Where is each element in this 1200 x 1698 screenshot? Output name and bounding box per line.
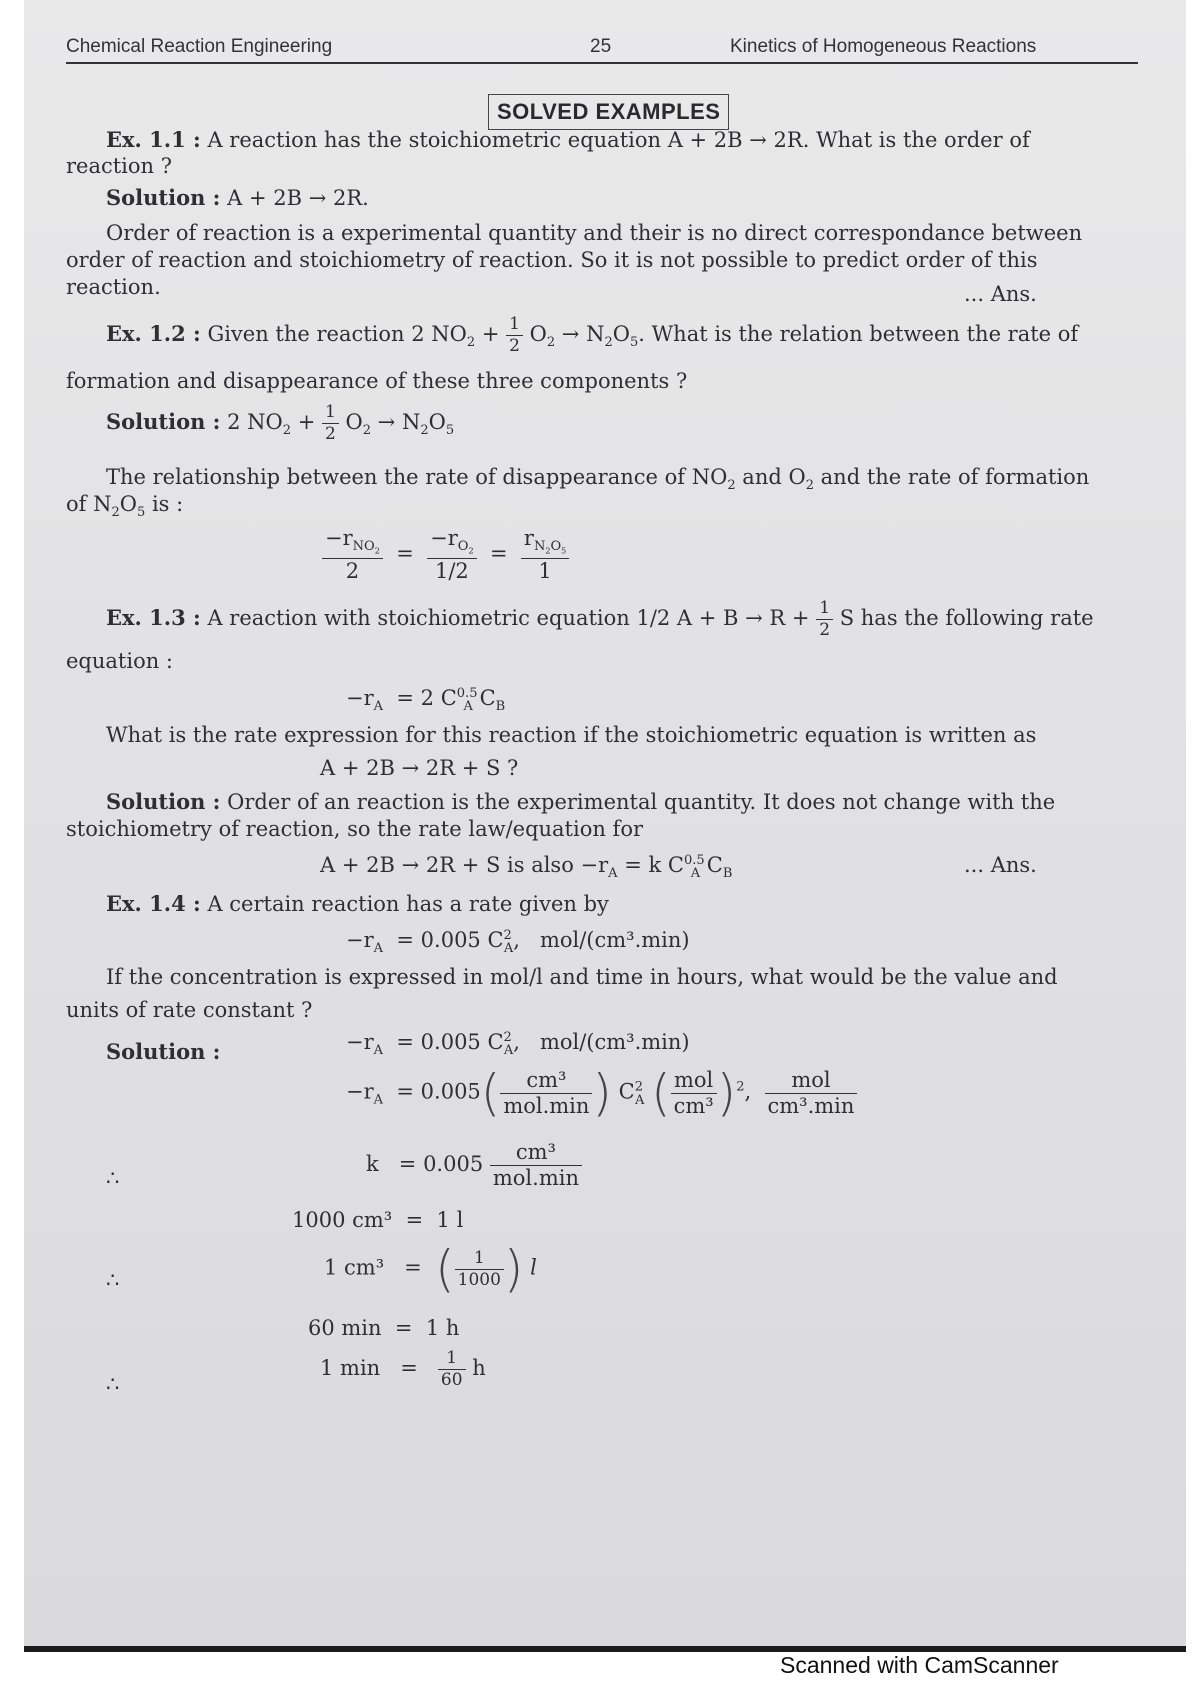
ex11-question-line2: reaction ? (66, 154, 173, 178)
ex14-conv-3: 60 min = 1 h (308, 1316, 460, 1340)
section-title: SOLVED EXAMPLES (488, 94, 729, 130)
therefore-3: ∴ (106, 1372, 120, 1396)
therefore-2: ∴ (106, 1268, 120, 1292)
ex13-final-eq: A + 2B → 2R + S is also $-r_A = k$ $C^{0.5}_A$ $C_B$ (320, 853, 733, 882)
header-rule (66, 62, 1138, 64)
ex12-frac-n2o5: $\frac{r_{N_2O_5}}{1}$ (521, 528, 569, 582)
ex12-question-line1: Ex. 1.2 : Given the reaction 2 $NO_2$ + $\frac{1}{2}$ $O_2 \to N_2O_5$. What is the relation between the rate of (106, 314, 1079, 356)
therefore-1: ∴ (106, 1166, 120, 1190)
ex11-question: A reaction has the stoichiometric equation A + 2B → 2R. What is the order of (207, 128, 1030, 152)
ex13-solution-line: Solution : Order of an reaction is the experimental quantity. It does not change with the (106, 789, 1056, 814)
ex14-sol-rate: $-r_A = 0.005$ $C^2_A$, mol/(cm³.min) (346, 1030, 690, 1059)
ex12-frac-no2: $\frac{-r_{NO_2}}{2}$ (322, 528, 383, 582)
ex11-body-line1: Order of reaction is a experimental quantity and their is no direct correspondance between (106, 221, 1083, 245)
ex12-question-post: . What is the relation between the rate of (638, 322, 1079, 346)
ex14-conv-2: 1 cm³ = ( $\frac{1}{1000}$ ) l (324, 1240, 537, 1298)
ex14-solution-label: Solution : (106, 1039, 221, 1064)
ex13-body-line2: stoichiometry of reaction, so the rate law/equation for (66, 817, 644, 841)
ex12-body-line1: The relationship between the rate of disappearance of $NO_2$ and $O_2$ and the rate of formation (106, 465, 1090, 494)
ex14-question-line1: Ex. 1.4 : A certain reaction has a rate given by (106, 891, 609, 916)
ex11-body-line2: order of reaction and stoichiometry of reaction. So it is not possible to predict order of this (66, 248, 1038, 272)
ex12-frac-o2: $\frac{-r_{O_2}}{1/2}$ (427, 528, 476, 582)
ex11-question-line1 (106, 125, 1030, 155)
camscanner-footer: Scanned with CamScanner (780, 1652, 1059, 1678)
ex12-rate-relation: $\frac{-r_{NO_2}}{2}$ = $\frac{-r_{O_2}}{1/2}$ = $\frac{r_{N_2O_5}}{1}$ (322, 528, 569, 582)
ex11-solution-line (106, 183, 369, 213)
ex13-new-eq: A + 2B → 2R + S ? (320, 756, 519, 780)
ex12-half-fraction: $\frac{1}{2}$ (506, 316, 523, 355)
ex12-label: Ex. 1.2 : (106, 321, 201, 346)
ex12-question-line2: formation and disappearance of these three components ? (66, 369, 688, 393)
ex14-label: Ex. 1.4 : (106, 891, 201, 916)
ex11-solution-label: Solution : (106, 185, 221, 210)
ex13-label: Ex. 1.3 : (106, 605, 201, 630)
ex13-rate-eq: $-r_A = 2$ $C^{0.5}_A$ $C_B$ (346, 686, 506, 715)
ex13-ans: ... Ans. (964, 853, 1037, 877)
header-book-title: Chemical Reaction Engineering (66, 36, 333, 57)
ex14-conv-4: 1 min = $\frac{1}{60}$ h (320, 1348, 486, 1390)
ex14-question-line3: units of rate constant ? (66, 998, 313, 1022)
ex12-question-pre: Given the reaction 2 NO (207, 322, 467, 346)
ex14-question-line2: If the concentration is expressed in mol/l and time in hours, what would be the value and (106, 965, 1058, 989)
ex14-rate-eq: $-r_A = 0.005$ $C^2_A$, mol/(cm³.min) (346, 928, 690, 957)
ex14-expanded-rate: $-r_A = 0.005$( $\frac{\text{cm³}}{\text{mol.min}}$ ) $C^2_A$ ( $\frac{\text{mol}}{\text{cm³}}$ )$^2$, $\frac{\text{mol}}{\text{cm³.min}}$ (346, 1068, 857, 1118)
ex11-ans: ... Ans. (964, 282, 1037, 306)
ex11-body-line3: reaction. (66, 275, 161, 299)
ex11-label: Ex. 1.1 : (106, 127, 201, 152)
ex13-question-line2: equation : (66, 649, 173, 673)
ex12-solution-line: Solution : 2 $NO_2$ + $\frac{1}{2}$ $O_2 \to N_2O_5$ (106, 402, 455, 444)
ex13-question-line1: Ex. 1.3 : A reaction with stoichiometric equation 1/2 A + B → R + $\frac{1}{2}$ S has the following rate (106, 598, 1094, 640)
ex12-solution-label: Solution : (106, 409, 221, 434)
ex11-solution-eq: A + 2B → 2R. (227, 186, 369, 210)
ex12-body-line2: of $N_2O_5$ is : (66, 492, 184, 521)
scanned-page (24, 0, 1186, 1652)
ex14-k-value: k = 0.005 $\frac{\text{cm³}}{\text{mol.min}}$ (366, 1142, 582, 1189)
ex14-conv-1: 1000 cm³ = 1 l (292, 1208, 464, 1232)
header-chapter-title: Kinetics of Homogeneous Reactions (730, 36, 1037, 57)
header-page-number: 25 (590, 36, 612, 57)
ex13-solution-label: Solution : (106, 789, 221, 814)
ex13-question-line3: What is the rate expression for this reaction if the stoichiometric equation is written as (106, 723, 1037, 747)
